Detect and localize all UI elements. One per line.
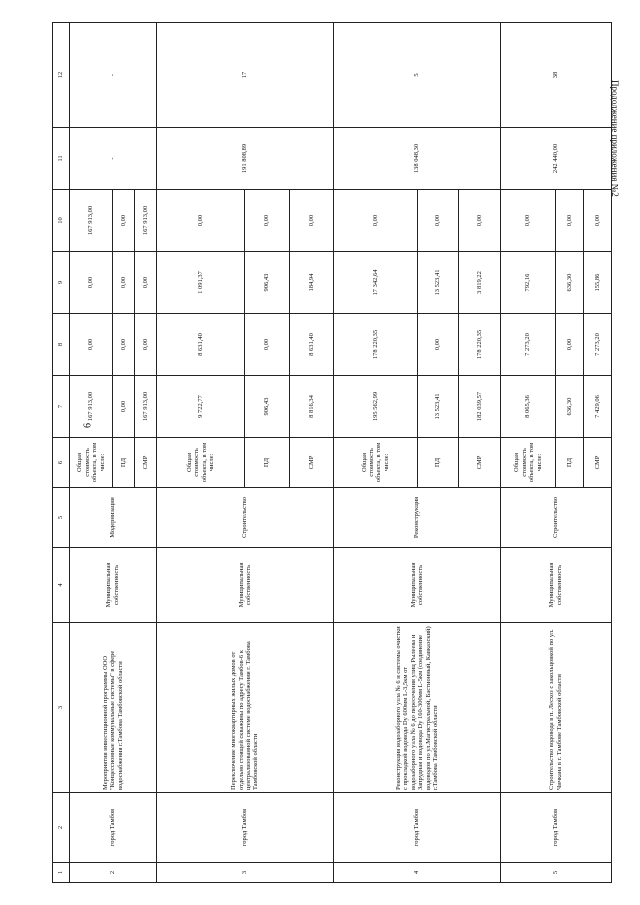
ownership-cell: Муниципальная собственность	[334, 548, 501, 623]
cost-label-cell: Общая стоимость объекта, в том числе:	[70, 438, 113, 488]
cost-label-cell: ПД	[556, 438, 584, 488]
col-header: 11	[53, 128, 70, 190]
value-cell: 8 631,40	[156, 314, 245, 376]
value-cell: 0,00	[417, 314, 459, 376]
value-cell: 195 562,99	[334, 376, 417, 438]
value-cell: 0,00	[556, 314, 584, 376]
capacity-cell: 138 048,30	[334, 128, 501, 190]
object-name-cell: Реконструкция водозаборного узла № 6 и системы очистки с прокладкой водовода Dу 600мм L-3,5км от водозаборного узла № 6 до пересечения улиц Рылеева и Запрудная и водовода Dу 160-300мм L-5км (соединение водоводов по ул.Магистральной, Бастионный, Кавказский) г.Тамбова Тамбовской области	[334, 623, 501, 793]
value-cell: 0,00	[245, 190, 289, 252]
table-row	[156, 23, 245, 883]
value-cell: 167 913,00	[70, 190, 113, 252]
value-cell: 167 913,00	[134, 376, 156, 438]
appendix-title: Продолжение приложения №2	[610, 80, 620, 197]
value-cell: 17 342,64	[334, 252, 417, 314]
value-cell: 178 220,35	[459, 314, 501, 376]
value-cell: 792,16	[500, 252, 556, 314]
col-header: 4	[53, 548, 70, 623]
cost-label-cell: ПД	[245, 438, 289, 488]
value-cell: 0,00	[113, 314, 135, 376]
value-cell: 8 065,36	[500, 376, 556, 438]
value-cell: 636,30	[556, 252, 584, 314]
value-cell: 0,00	[113, 190, 135, 252]
col-header: 3	[53, 623, 70, 793]
term-cell: -	[70, 23, 157, 128]
object-name-cell: Строительство водовода в п. Лесхоз с закольцовкой по ул. Чичкана в г. Тамбове Тамбовской области	[500, 623, 611, 793]
value-cell: 7 273,20	[500, 314, 556, 376]
col-header: 1	[53, 863, 70, 883]
table-row	[70, 23, 113, 883]
value-cell: 13 523,41	[417, 376, 459, 438]
value-cell: 906,43	[245, 376, 289, 438]
value-cell: 0,00	[500, 190, 556, 252]
col-header: 8	[53, 314, 70, 376]
value-cell: 906,43	[245, 252, 289, 314]
value-cell: 0,00	[156, 190, 245, 252]
object-name-cell: Мероприятия инвестиционной программы ООО "Концессионные коммунальные системы" в сфере водоснабжения г.Тамбова Тамбовской области	[70, 623, 157, 793]
cost-label-cell: СМР	[459, 438, 501, 488]
value-cell: 0,00	[134, 252, 156, 314]
cost-label-cell: ПД	[113, 438, 135, 488]
cost-label-cell: Общая стоимость объекта, в том числе:	[156, 438, 245, 488]
value-cell: 3 819,22	[459, 252, 501, 314]
cost-label-cell: СМР	[289, 438, 333, 488]
work-type-cell: Реконструкция	[334, 488, 501, 548]
cost-label-cell: ПД	[417, 438, 459, 488]
cost-label-cell: СМР	[134, 438, 156, 488]
table-row	[334, 23, 417, 883]
work-type-cell: Строительство	[500, 488, 611, 548]
value-cell: 184,94	[289, 252, 333, 314]
value-cell: 0,00	[70, 314, 113, 376]
value-cell: 0,00	[417, 190, 459, 252]
value-cell: 1 091,37	[156, 252, 245, 314]
header-row	[53, 23, 70, 883]
city-cell: город Тамбов	[334, 793, 501, 863]
cost-label-cell: СМР	[584, 438, 612, 488]
value-cell: 167 913,00	[134, 190, 156, 252]
cost-label-cell: Общая стоимость объекта, в том числе:	[500, 438, 556, 488]
value-cell: 0,00	[584, 190, 612, 252]
value-cell: 0,00	[334, 190, 417, 252]
capacity-cell: -	[70, 128, 157, 190]
table-body	[70, 23, 612, 883]
col-header: 10	[53, 190, 70, 252]
value-cell: 0,00	[113, 252, 135, 314]
object-name-cell: Переключение многоквартирных жилых домов от отдельно стоящей скважины по адресу Тамбов-6 к централизованной системе водоснабжения г. Тамбова Тамбовской области	[156, 623, 334, 793]
value-cell: 8 631,40	[289, 314, 333, 376]
ownership-cell: Муниципальная собственность	[500, 548, 611, 623]
term-cell: 5	[334, 23, 501, 128]
cost-label-cell: Общая стоимость объекта, в том числе:	[334, 438, 417, 488]
city-cell: город Тамбов	[500, 793, 611, 863]
value-cell: 155,86	[584, 252, 612, 314]
value-cell: 178 220,35	[334, 314, 417, 376]
value-cell: 0,00	[289, 190, 333, 252]
capacity-cell: 191 808,89	[156, 128, 334, 190]
city-cell: город Тамбов	[70, 793, 157, 863]
ownership-cell: Муниципальная собственность	[156, 548, 334, 623]
ownership-cell: Муниципальная собственность	[70, 548, 157, 623]
value-cell: 7 273,20	[584, 314, 612, 376]
value-cell: 0,00	[134, 314, 156, 376]
value-cell: 0,00	[556, 190, 584, 252]
col-header: 2	[53, 793, 70, 863]
value-cell: 0,00	[70, 252, 113, 314]
row-number: 2	[70, 863, 157, 883]
value-cell: 167 913,00	[70, 376, 113, 438]
value-cell: 7 429,06	[584, 376, 612, 438]
col-header: 12	[53, 23, 70, 128]
value-cell: 0,00	[459, 190, 501, 252]
value-cell: 0,00	[113, 376, 135, 438]
col-header: 5	[53, 488, 70, 548]
value-cell: 13 523,41	[417, 252, 459, 314]
col-header: 7	[53, 376, 70, 438]
capacity-cell: 242 440,00	[500, 128, 611, 190]
value-cell: 9 722,77	[156, 376, 245, 438]
investment-table	[52, 22, 612, 883]
row-number: 5	[500, 863, 611, 883]
work-type-cell: Модернизация	[70, 488, 157, 548]
value-cell: 182 039,57	[459, 376, 501, 438]
value-cell: 636,30	[556, 376, 584, 438]
value-cell: 8 816,34	[289, 376, 333, 438]
row-number: 4	[334, 863, 501, 883]
page-number: 6	[82, 423, 94, 428]
work-type-cell: Строительство	[156, 488, 334, 548]
table-wrapper	[52, 23, 612, 883]
city-cell: город Тамбов	[156, 793, 334, 863]
term-cell: 17	[156, 23, 334, 128]
table-row	[500, 23, 556, 883]
term-cell: 38	[500, 23, 611, 128]
col-header: 9	[53, 252, 70, 314]
value-cell: 0,00	[245, 314, 289, 376]
col-header: 6	[53, 438, 70, 488]
row-number: 3	[156, 863, 334, 883]
